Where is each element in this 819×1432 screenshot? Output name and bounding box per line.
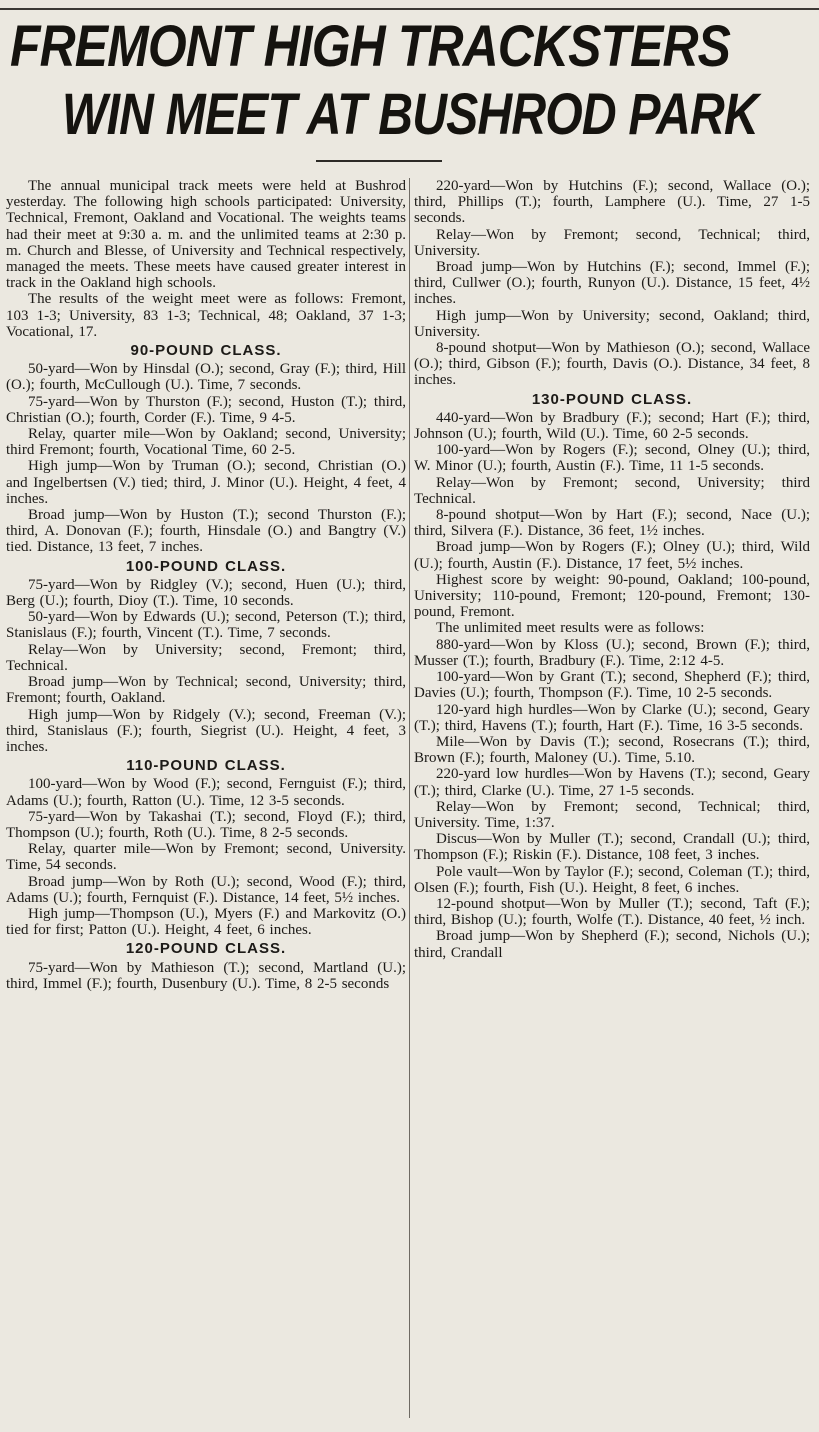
result-paragraph: Pole vault—Won by Taylor (F.); second, Coleman (T.); third, Olsen (F.); fourth, Fish (U.). Height, 8 feet, 6 inches. [414,863,810,896]
weight-class-heading: 110-POUND CLASS. [126,757,286,775]
result-paragraph: Highest score by weight: 90-pound, Oakland; 100-pound, University; 110-pound, Fremont; 120-pound, Fremont; 130-pound, Fremont. [414,571,810,621]
result-paragraph: 75-yard—Won by Takashai (T.); second, Floyd (F.); third, Thompson (U.); fourth, Roth (U.). Time, 8 2-5 seconds. [6,808,406,841]
result-paragraph: 100-yard—Won by Grant (T.); second, Shepherd (F.); third, Davies (U.); fourth, Thompson (F.). Time, 10 2-5 seconds. [414,669,810,702]
result-paragraph: Broad jump—Won by Roth (U.); second, Wood (F.); third, Adams (U.); fourth, Fernquist (F.). Distance, 14 feet, 5½ inches. [6,873,406,906]
result-paragraph: Relay, quarter mile—Won by Oakland; second, University; third Fremont; fourth, Vocational Time, 60 2-5. [6,426,406,459]
result-paragraph: 120-yard high hurdles—Won by Clarke (U.); second, Geary (T.); third, Havens (T.); fourth, Hart (F.). Time, 16 3-5 seconds. [414,701,810,734]
result-paragraph: 100-yard—Won by Wood (F.); second, Fernguist (F.); third, Adams (U.); fourth, Ratton (U.). Time, 12 3-5 seconds. [6,776,406,809]
result-paragraph: Relay—Won by University; second, Fremont; third, Technical. [6,641,406,674]
result-paragraph: High jump—Won by Truman (O.); second, Christian (O.) and Ingelbertsen (V.) tied; third, J. Minor (U.). Height, 4 feet, 4 inches. [6,458,406,507]
result-paragraph: High jump—Thompson (U.), Myers (F.) and Markovitz (O.) tied for first; Patton (U.). Height, 4 feet, 6 inches. [6,905,406,939]
headline-divider [316,160,442,162]
result-paragraph: 12-pound shotput—Won by Muller (T.); second, Taft (F.); third, Bishop (U.); fourth, Wolfe (T.). Distance, 40 feet, ½ inch. [414,895,810,929]
result-paragraph: 75-yard—Won by Ridgley (V.); second, Huen (U.); third, Berg (U.); fourth, Dioy (T.). Time, 10 seconds. [6,576,406,610]
result-paragraph: Broad jump—Won by Hutchins (F.); second, Immel (F.); third, Cullwer (O.); fourth, Runyon (U.). Distance, 15 feet, 4½ inches. [414,259,810,308]
result-paragraph: 220-yard—Won by Hutchins (F.); second, Wallace (O.); third, Phillips (T.); fourth, Lamphere (U.). Time, 27 1-5 seconds. [414,178,810,227]
result-paragraph: 440-yard—Won by Bradbury (F.); second; Hart (F.); third, Johnson (U.); fourth, Wild (U.). Time, 60 2-5 seconds. [414,409,810,443]
result-paragraph: Broad jump—Won by Technical; second, University; third, Fremont; fourth, Oakland. [6,674,406,707]
top-rule [0,0,819,10]
result-paragraph: 75-yard—Won by Thurston (F.); second, Huston (T.); third, Christian (O.); fourth, Corder (F.). Time, 9 4-5. [6,393,406,426]
left-column [6,178,406,992]
result-paragraph: 75-yard—Won by Mathieson (T.); second, Martland (U.); third, Immel (F.); fourth, Dusenbury (U.). Time, 8 2-5 seconds [6,959,406,992]
weight-class-heading: 100-POUND CLASS. [125,557,287,575]
weight-class-heading: 120-POUND CLASS. [125,940,287,958]
result-paragraph: Relay, quarter mile—Won by Fremont; second, University. Time, 54 seconds. [6,841,406,874]
result-paragraph: 880-yard—Won by Kloss (U.); second, Brown (F.); third, Musser (T.); fourth, Bradbury (F.). Time, 2:12 4-5. [414,636,810,669]
result-paragraph: Discus—Won by Muller (T.); second, Crandall (U.); third, Thompson (F.); Riskin (F.). Distance, 108 feet, 3 inches. [414,831,810,864]
result-paragraph: 50-yard—Won by Hinsdal (O.); second, Gray (F.); third, Hill (O.); fourth, McCullough (U.). Time, 7 seconds. [6,361,406,394]
headline-line-2: WIN MEET AT BUSHROD PARK [62,82,758,147]
result-paragraph: Relay—Won by Fremont; second, Technical; third, University. Time, 1:37. [414,798,810,831]
result-paragraph: 100-yard—Won by Rogers (F.); second, Olney (U.); third, W. Minor (U.); fourth, Austin (F.). Time, 11 1-5 seconds. [414,442,810,475]
headline-line-1: FREMONT HIGH TRACKSTERS [10,14,731,79]
result-paragraph: The results of the weight meet were as follows: Fremont, 103 1-3; University, 83 1-3; Technical, 48; Oakland, 37 1-3; Vocational, 17. [6,291,406,340]
result-paragraph: High jump—Won by University; second, Oakland; third, University. [414,307,810,340]
result-paragraph: The annual municipal track meets were held at Bushrod yesterday. The following high schools participated: University, Technical, Fremont, Oakland and Vocational. The weights teams had their meet at 9:30 a. m. and the unlimited teams at 2:30 p. m. Church and Blesse, of University and Technical respectively, managed the meets. These meets have caused greater interest in track in the Oakland high schools. [6,178,406,292]
result-paragraph: Broad jump—Won by Shepherd (F.); second, Nichols (U.); third, Crandall [414,928,810,961]
result-paragraph: High jump—Won by Ridgely (V.); second, Freeman (V.); third, Stanislaus (F.); fourth, Siegrist (U.). Height, 4 feet, 3 inches. [6,706,406,755]
column-rule [409,178,410,1418]
result-paragraph: Relay—Won by Fremont; second, University; third Technical. [414,474,810,507]
result-paragraph: Broad jump—Won by Huston (T.); second Thurston (F.); third, A. Donovan (F.); fourth, Hinsdale (O.) and Bangtry (V.) tied. Distance, 13 feet, 7 inches. [6,507,406,556]
result-paragraph: Broad jump—Won by Rogers (F.); Olney (U.); third, Wild (U.); fourth, Austin (F.). Distance, 17 feet, 5½ inches. [414,539,810,572]
result-paragraph: 8-pound shotput—Won by Mathieson (O.); second, Wallace (O.); third, Gibson (F.); fourth, Davis (O.). Distance, 34 feet, 8 inches. [414,340,810,389]
result-paragraph: Mile—Won by Davis (T.); second, Rosecrans (T.); third, Brown (F.); fourth, Maloney (U.). Time, 5.10. [414,733,810,767]
result-paragraph: Relay—Won by Fremont; second, Technical; third, University. [414,226,810,259]
result-paragraph: 8-pound shotput—Won by Hart (F.); second, Nace (U.); third, Silvera (F.). Distance, 36 feet, 1½ inches. [414,507,810,540]
weight-class-heading: 130-POUND CLASS. [531,390,693,408]
result-paragraph: 50-yard—Won by Edwards (U.); second, Peterson (T.); third, Stanislaus (F.); fourth, Vincent (T.). Time, 7 seconds. [6,609,406,642]
weight-class-heading: 90-POUND CLASS. [130,342,282,360]
result-paragraph: The unlimited meet results were as follows: [436,620,705,637]
result-paragraph: 220-yard low hurdles—Won by Havens (T.); second, Geary (T.); third, Clarke (U.). Time, 27 1-5 seconds. [414,766,810,799]
right-column [414,178,810,961]
